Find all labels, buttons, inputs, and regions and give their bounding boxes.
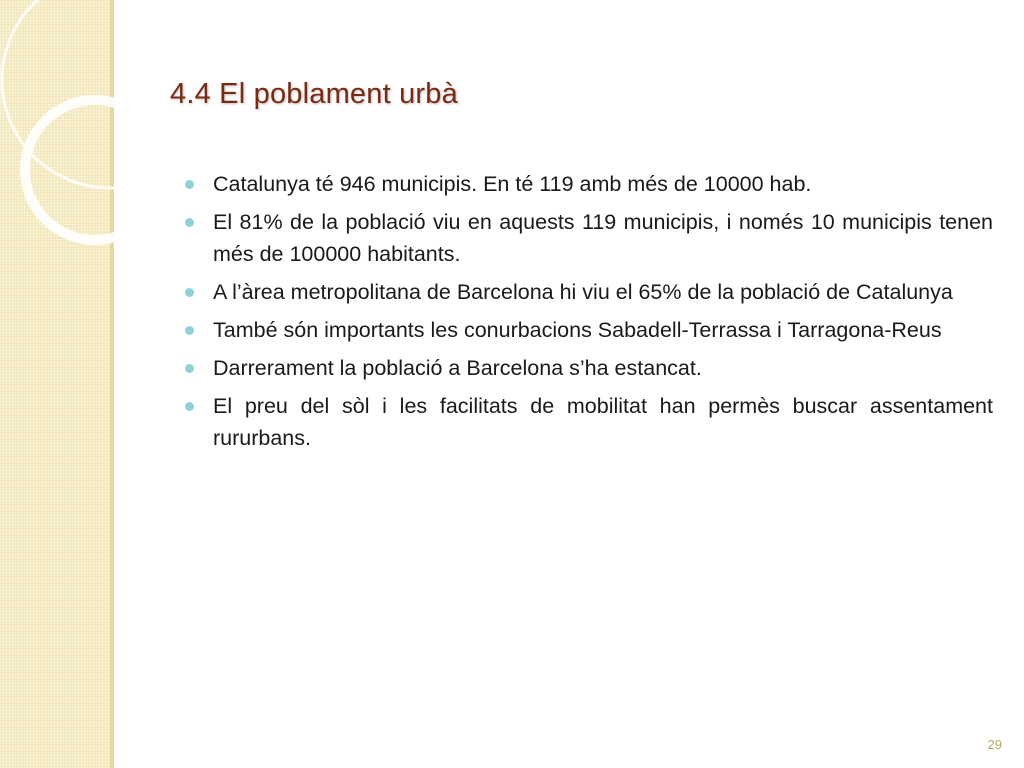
bullet-dot-icon bbox=[185, 326, 194, 335]
bullet-text: El preu del sòl i les facilitats de mobilitat han permès buscar assentament rururbans. bbox=[213, 394, 993, 450]
bullet-dot-icon bbox=[185, 288, 194, 297]
bullet-text: Catalunya té 946 municipis. En té 119 amb més de 10000 hab. bbox=[213, 172, 812, 196]
decorative-circle-outer bbox=[2, 0, 120, 188]
bullet-item bbox=[185, 168, 993, 200]
bullet-text: A l’àrea metropolitana de Barcelona hi viu el 65% de la població de Catalunya bbox=[213, 280, 953, 304]
bullet-text: El 81% de la població viu en aquests 119 municipis, i només 10 municipis tenen més de 100000 habitants. bbox=[213, 210, 993, 266]
page-number: 29 bbox=[987, 737, 1002, 752]
bullet-text: Darrerament la població a Barcelona s’ha estancat. bbox=[213, 356, 702, 380]
decorative-circle-inner bbox=[25, 100, 120, 240]
bullet-dot-icon bbox=[185, 402, 194, 411]
bullet-item bbox=[185, 314, 993, 346]
bullet-item bbox=[185, 276, 993, 308]
bullet-item bbox=[185, 352, 993, 384]
bullet-dot-icon bbox=[185, 180, 194, 189]
decorative-circles-icon bbox=[0, 0, 120, 260]
bullet-dot-icon bbox=[185, 364, 194, 373]
slide-title: 4.4 El poblament urbà bbox=[170, 78, 458, 110]
bullet-item bbox=[185, 390, 993, 454]
bullet-list bbox=[185, 168, 993, 460]
bullet-dot-icon bbox=[185, 218, 194, 227]
bullet-text: També són importants les conurbacions Sabadell-Terrassa i Tarragona-Reus bbox=[213, 318, 942, 342]
bullet-item bbox=[185, 206, 993, 270]
